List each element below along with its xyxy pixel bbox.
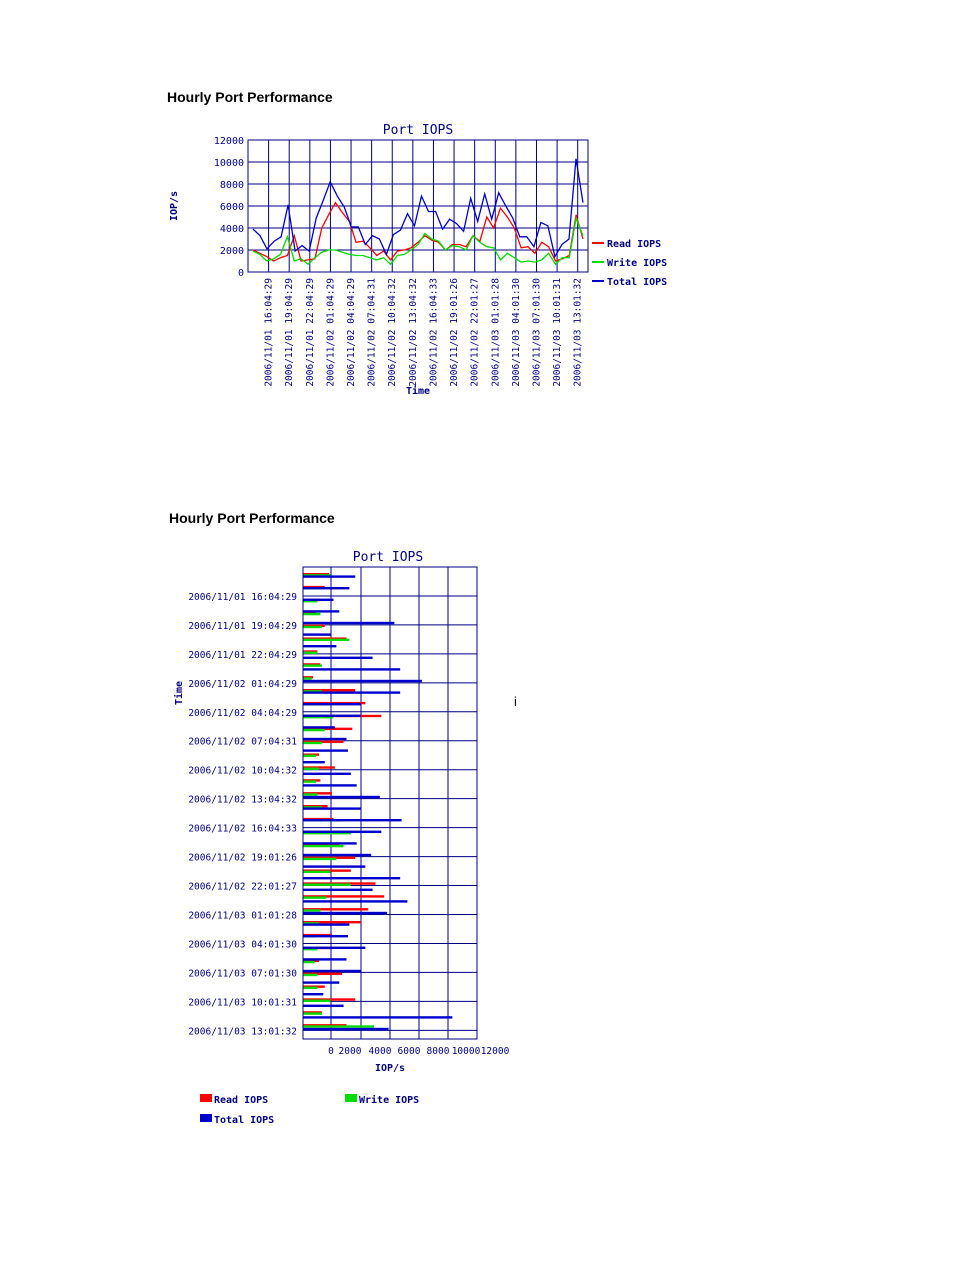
chart2-legend-swatch-write [345,1094,357,1102]
chart2-ytick-label: 2006/11/02 10:04:32 [188,765,297,777]
chart2-legend-swatch-read [200,1094,212,1102]
chart2-bar-write [303,858,336,860]
chart2-bar-total [303,842,357,844]
chart2-bar-write [303,652,318,654]
chart2-ytick-label: 2006/11/02 07:04:31 [188,736,297,748]
chart1-xtick-label: 2006/11/03 10:01:31 [552,278,564,387]
chart2-bar-write [303,677,312,679]
chart2-legend-label-write: Write IOPS [359,1095,420,1106]
chart2-bar-total [303,691,400,693]
chart2-bar-write [303,974,318,976]
chart2-bar-total [303,703,361,705]
chart2-bar-total [303,1016,452,1018]
chart2-bar-total [303,1028,389,1030]
chart2-bar-total [303,993,323,995]
chart2-bar-write [303,780,316,782]
chart2-bar-write [303,884,351,886]
chart2-legend-label-read: Read IOPS [214,1095,269,1106]
chart2-bar-total [303,923,349,925]
chart2-xtick-label: 8000 [426,1046,450,1057]
chart2-bar-write [303,742,322,744]
chart2-bar-write [303,1025,374,1027]
chart2-bar-write [303,664,322,666]
chart2-bar-total [303,761,325,763]
chart1-xtick-label: 2006/11/03 13:01:32 [572,278,584,387]
chart2-bar-write [303,639,349,641]
chart1-xtick-label: 2006/11/01 19:04:29 [284,278,296,387]
chart2-bar-total [303,749,348,751]
chart2-bar-total [303,935,348,937]
chart2-ytick-label: 2006/11/01 16:04:29 [188,591,297,603]
chart1-legend-label-read: Read IOPS [607,239,662,250]
chart1-xtick-label: 2006/11/03 07:01:30 [531,278,543,387]
chart2-bar-write [303,1012,322,1014]
chart1-xtick-label: 2006/11/03 01:01:28 [490,278,502,387]
chart2-bar-write [303,613,320,615]
chart2-bar-write [303,793,318,795]
chart1-xtick-label: 2006/11/01 16:04:29 [263,278,275,387]
chart1-legend-label-write: Write IOPS [607,258,668,269]
chart2-bar-total [303,947,365,949]
chart2-bar-total [303,599,333,601]
chart2-bar-total [303,958,347,960]
chart1-ytick-label: 12000 [213,136,244,147]
chart2-ytick-label: 2006/11/02 01:04:29 [188,678,297,690]
chart1-ytick-label: 8000 [219,180,244,191]
chart2-bar-total [303,773,351,775]
chart1-legend-label-total: Total IOPS [607,277,668,288]
chart2-bar-total [303,877,400,879]
chart2-bar-write [303,755,316,757]
chart2-bar-total [303,912,387,914]
chart2-xtick-label: 0 [328,1046,334,1057]
chart2-legend-label-total: Total IOPS [214,1115,275,1126]
chart1-ytick-label: 10000 [213,158,244,169]
chart2-bar-write [303,1000,331,1002]
chart2-bar-total [303,668,400,670]
chart1-xtick-label: 2006/11/02 22:01:27 [469,278,481,387]
section-heading-1: Hourly Port Performance [167,89,333,105]
chart1-xtick-label: 2006/11/02 10:04:32 [387,278,399,387]
chart2-bar-total [303,784,357,786]
chart2-bar-total [303,680,422,682]
stray-mark: i [514,694,517,709]
chart1-ytick-label: 6000 [219,202,244,213]
chart2-bar-total [303,726,335,728]
chart1-xtick-label: 2006/11/02 13:04:32 [407,278,419,387]
chart2-bar-total [303,715,361,717]
chart2-xtick-label: 6000 [397,1046,421,1057]
chart2-bar-write [303,729,325,731]
chart2-bar-write [303,909,320,911]
chart2-ytick-label: 2006/11/02 19:01:26 [188,852,297,864]
chart2-ytick-label: 2006/11/02 13:04:32 [188,794,297,806]
chart2-bar-total [303,633,331,635]
chart1-xtick-label: 2006/11/02 01:04:29 [325,278,337,387]
chart2-ytick-label: 2006/11/03 13:01:32 [188,1026,297,1038]
chart2-ytick-label: 2006/11/03 07:01:30 [188,968,297,980]
chart2-xtick-label: 12000 [480,1046,510,1057]
chart2-bar-total [303,854,371,856]
chart2-bar-total [303,622,394,624]
chart1-title: Port IOPS [382,123,454,138]
chart1-xtick-label: 2006/11/03 04:01:30 [510,278,522,387]
chart1-ylabel: IOP/s [169,190,180,222]
chart2-bar-write [303,987,318,989]
chart2-bar-total [303,819,402,821]
chart2-ytick-label: 2006/11/02 04:04:29 [188,707,297,719]
chart2-bar-write [303,768,319,770]
chart2-bar-total [303,831,381,833]
chart2-bar-write [303,896,326,898]
chart2-bar-total [303,900,407,902]
chart2-bar-total [303,1005,344,1007]
chart2-xtick-label: 4000 [368,1046,392,1057]
chart1-xtick-label: 2006/11/02 04:04:29 [346,278,358,387]
chart2-xlabel: IOP/s [374,1063,406,1074]
chart2-title: Port IOPS [352,550,424,565]
chart2-bar-total [303,807,361,809]
chart2-ytick-label: 2006/11/03 10:01:31 [188,997,297,1009]
chart2-ytick-label: 2006/11/03 04:01:30 [188,939,297,951]
chart2-bar-total [303,889,373,891]
chart2-bar-total [303,610,339,612]
chart2-bar-total [303,738,347,740]
chart2-ytick-label: 2006/11/03 01:01:28 [188,910,297,922]
section-heading-2: Hourly Port Performance [169,510,335,526]
chart2-xtick-label: 10000 [451,1046,481,1057]
chart2-bar-total [303,575,355,577]
chart2-bar-write [303,961,315,963]
chart2-ytick-label: 2006/11/02 22:01:27 [188,881,297,893]
chart2-ytick-label: 2006/11/02 16:04:33 [188,823,297,835]
chart2-bar-total [303,981,339,983]
chart2-bar-write [303,845,344,847]
chart1-xtick-label: 2006/11/02 07:04:31 [366,278,378,387]
chart2-bar-total [303,587,349,589]
chart2-bar-total [303,796,380,798]
chart2-ytick-label: 2006/11/01 22:04:29 [188,649,297,661]
chart2-ytick-label: 2006/11/01 19:04:29 [188,620,297,632]
chart1-xtick-label: 2006/11/01 22:04:29 [304,278,316,387]
chart2-ylabel: Time [174,680,185,706]
chart1-ytick-label: 2000 [219,246,244,257]
chart1-xtick-label: 2006/11/02 19:01:26 [449,278,461,387]
chart2-legend-swatch-total [200,1114,212,1122]
chart1-ytick-label: 4000 [219,224,244,235]
chart2-bar-write [303,626,322,628]
chart2-bar-total [303,970,361,972]
chart2-bar-write [303,871,331,873]
chart2-bar-total [303,657,373,659]
chart2-bar-total [303,645,336,647]
chart2-xtick-label: 2000 [338,1046,362,1057]
chart1-xlabel: Time [405,386,431,397]
chart2-bar-total [303,865,365,867]
chart1-ytick-label: 0 [237,268,244,279]
chart1-xtick-label: 2006/11/02 16:04:33 [428,278,440,387]
